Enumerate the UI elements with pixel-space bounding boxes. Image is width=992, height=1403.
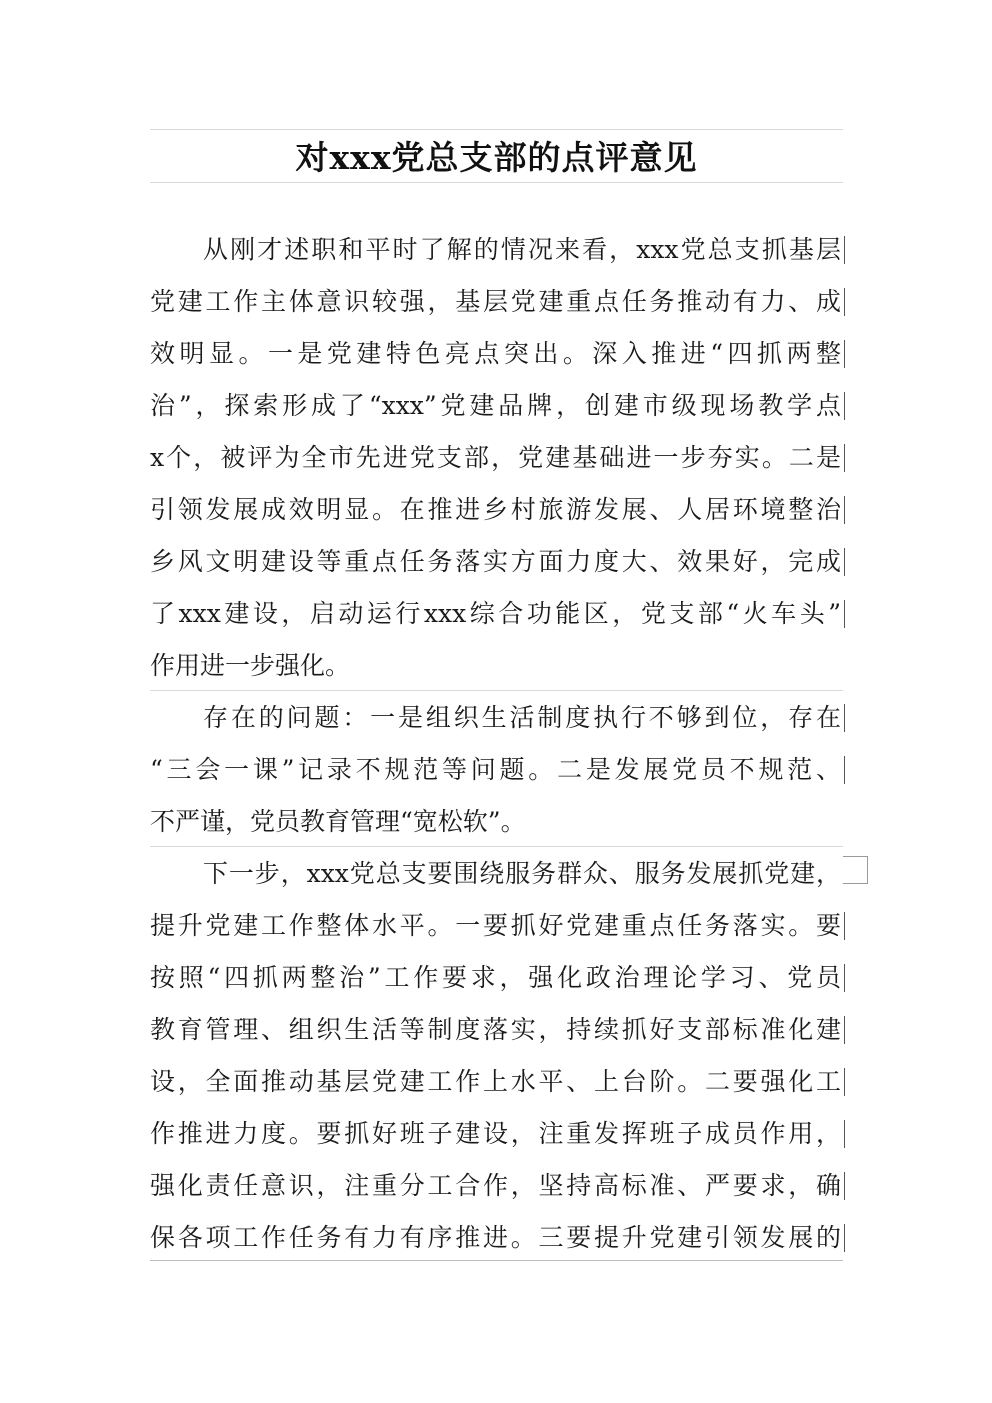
text-line: x个，被评为全市先进党支部，党建基础进一步夯实。二是 [150,432,843,484]
text-line: 作推进力度。要抓好班子建设，注重发挥班子成员作用， [150,1108,843,1160]
document-title: 对xxx党总支部的点评意见 [295,138,698,177]
line-end-marker [844,964,845,992]
text-line: 存在的问题：一是组织生活制度执行不够到位，存在 [150,692,843,744]
text-line: “三会一课”记录不规范等问题。二是发展党员不规范、 [150,744,843,796]
line-end-marker [844,1224,845,1252]
text-line: 效明显。一是党建特色亮点突出。深入推进“四抓两整 [150,328,843,380]
text-line: 作用进一步强化。 [150,651,351,680]
text-line: 提升党建工作整体水平。一要抓好党建重点任务落实。要 [150,900,843,952]
line-end-marker [844,600,845,628]
text-line: 强化责任意识，注重分工合作，坚持高标准、严要求，确 [150,1160,843,1212]
line-end-marker [844,340,845,368]
line-end-marker [844,1068,845,1096]
title-top-rule [150,129,843,130]
line-end-marker [844,756,845,784]
text-line: 引领发展成效明显。在推进乡村旅游发展、人居环境整治 [150,484,843,536]
text-line: 乡风文明建设等重点任务落实方面力度大、效果好，完成 [150,536,843,588]
line-end-marker [844,496,845,524]
margin-marker-box [843,856,868,884]
paragraph-3 [150,848,843,1264]
line-end-marker [844,1120,845,1148]
text-line: 党建工作主体意识较强，基层党建重点任务推动有力、成 [150,276,843,328]
line-end-marker [844,704,845,732]
text-line: 按照“四抓两整治”工作要求，强化政治理论学习、党员 [150,952,843,1004]
text-line: 设，全面推动基层党建工作上水平、上台阶。二要强化工 [150,1056,843,1108]
text-line: 从刚才述职和平时了解的情况来看，xxx党总支抓基层 [150,224,843,276]
paragraph-2 [150,692,843,848]
line-end-marker [844,392,845,420]
paragraph-divider [150,690,843,691]
paragraph-1 [150,224,843,692]
line-end-marker [844,288,845,316]
title-bottom-rule [150,182,843,183]
line-end-marker [844,912,845,940]
line-end-marker [844,1016,845,1044]
paragraph-divider [150,846,843,847]
bottom-rule [150,1260,843,1261]
line-end-marker [844,444,845,472]
text-line: 不严谨，党员教育管理“宽松软”。 [150,807,526,836]
line-end-marker [844,236,845,264]
text-line: 保各项工作任务有力有序推进。三要提升党建引领发展的 [150,1212,843,1264]
line-end-marker [844,1172,845,1200]
text-line: 下一步，xxx党总支要围绕服务群众、服务发展抓党建， [203,859,841,888]
text-line: 了xxx建设，启动运行xxx综合功能区，党支部“火车头” [150,588,843,640]
line-end-marker [844,548,845,576]
text-line: 治”，探索形成了“xxx”党建品牌，创建市级现场教学点 [150,380,843,432]
text-line: 教育管理、组织生活等制度落实，持续抓好支部标准化建 [150,1004,843,1056]
